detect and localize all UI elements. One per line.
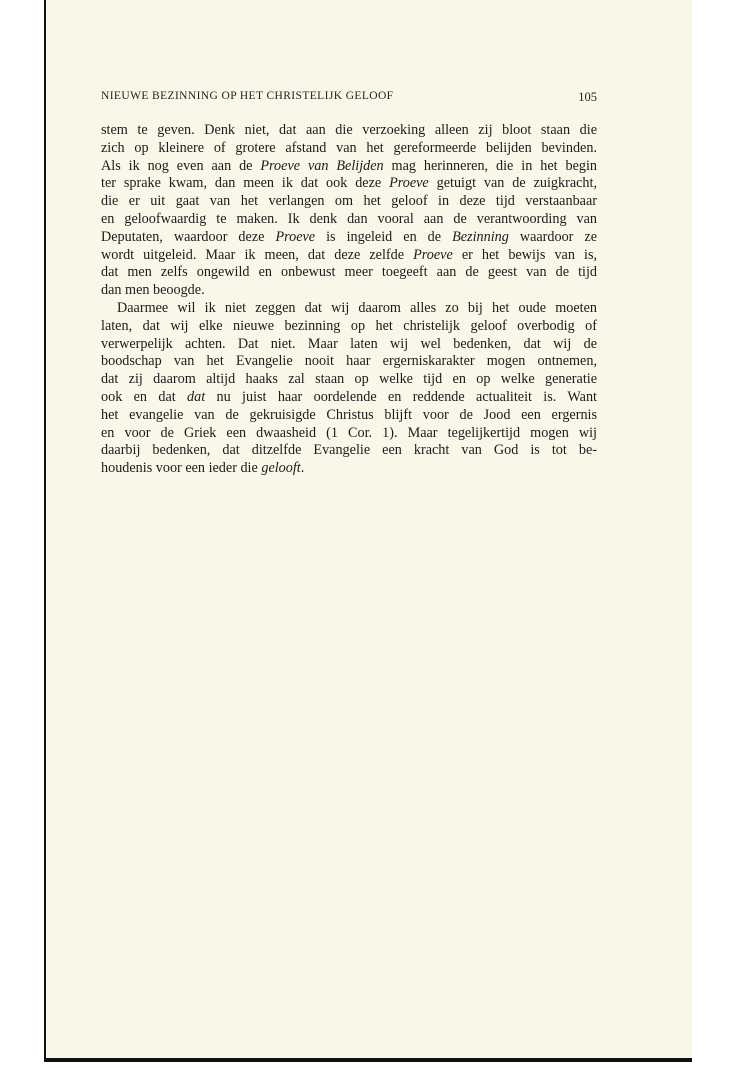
running-title: NIEUWE BEZINNING OP HET CHRISTELIJK GELOOF — [101, 90, 394, 102]
text-line: ter sprake kwam, dan meen ik dat ook deze Proeve getuigt van de zuigkracht, — [101, 175, 597, 192]
body-text — [101, 122, 597, 478]
text-line: Deputaten, waardoor deze Proeve is ingeleid en de Bezinning waardoor ze — [101, 228, 598, 245]
text-line: dan men beoogde. — [101, 282, 205, 299]
text-line: wordt uitgeleid. Maar ik meen, dat deze zelfde Proeve er het bewijs van is, — [101, 246, 598, 263]
text-line: zich op kleinere of grotere afstand van het gereformeerde belijden bevinden. — [101, 139, 597, 156]
text-line: ook en dat dat nu juist haar oordelende en reddende actualiteit is. Want — [101, 388, 597, 405]
running-header — [101, 90, 597, 106]
page-number: 105 — [578, 90, 597, 104]
page-edge-bottom — [44, 1058, 692, 1062]
text-line: Als ik nog even aan de Proeve van Belijden mag herinneren, die in het begin — [101, 157, 597, 174]
text-line: stem te geven. Denk niet, dat aan die verzoeking alleen zij bloot staan die — [101, 122, 597, 138]
text-line: boodschap van het Evangelie nooit haar ergerniskarakter mogen ontnemen, — [101, 353, 597, 370]
text-line: en geloofwaardig te maken. Ik denk dan vooral aan de verantwoording van — [101, 210, 597, 227]
text-line: die er uit gaat van het verlangen om het geloof in deze tijd verstaanbaar — [101, 193, 597, 210]
text-line: daarbij bedenken, dat ditzelfde Evangelie een kracht van God is tot be- — [101, 442, 597, 459]
text-line: het evangelie van de gekruisigde Christus blijft voor de Jood een ergernis — [101, 406, 597, 423]
text-line: Daarmee wil ik niet zeggen dat wij daarom alles zo bij het oude moeten — [117, 299, 597, 316]
text-line: en voor de Griek een dwaasheid (1 Cor. 1). Maar tegelijkertijd mogen wij — [101, 424, 597, 441]
text-line: verwerpelijk achten. Dat niet. Maar laten wij wel bedenken, dat wij de — [101, 335, 597, 352]
text-line: dat zij daarom altijd haaks zal staan op welke tijd en op welke generatie — [101, 371, 597, 388]
text-line: houdenis voor een ieder die gelooft. — [101, 460, 305, 477]
page-edge-left — [44, 0, 46, 1062]
text-line: dat men zelfs ongewild en onbewust meer toegeeft aan de geest van de tijd — [101, 264, 597, 281]
text-line: laten, dat wij elke nieuwe bezinning op het christelijk geloof overbodig of — [101, 317, 597, 334]
